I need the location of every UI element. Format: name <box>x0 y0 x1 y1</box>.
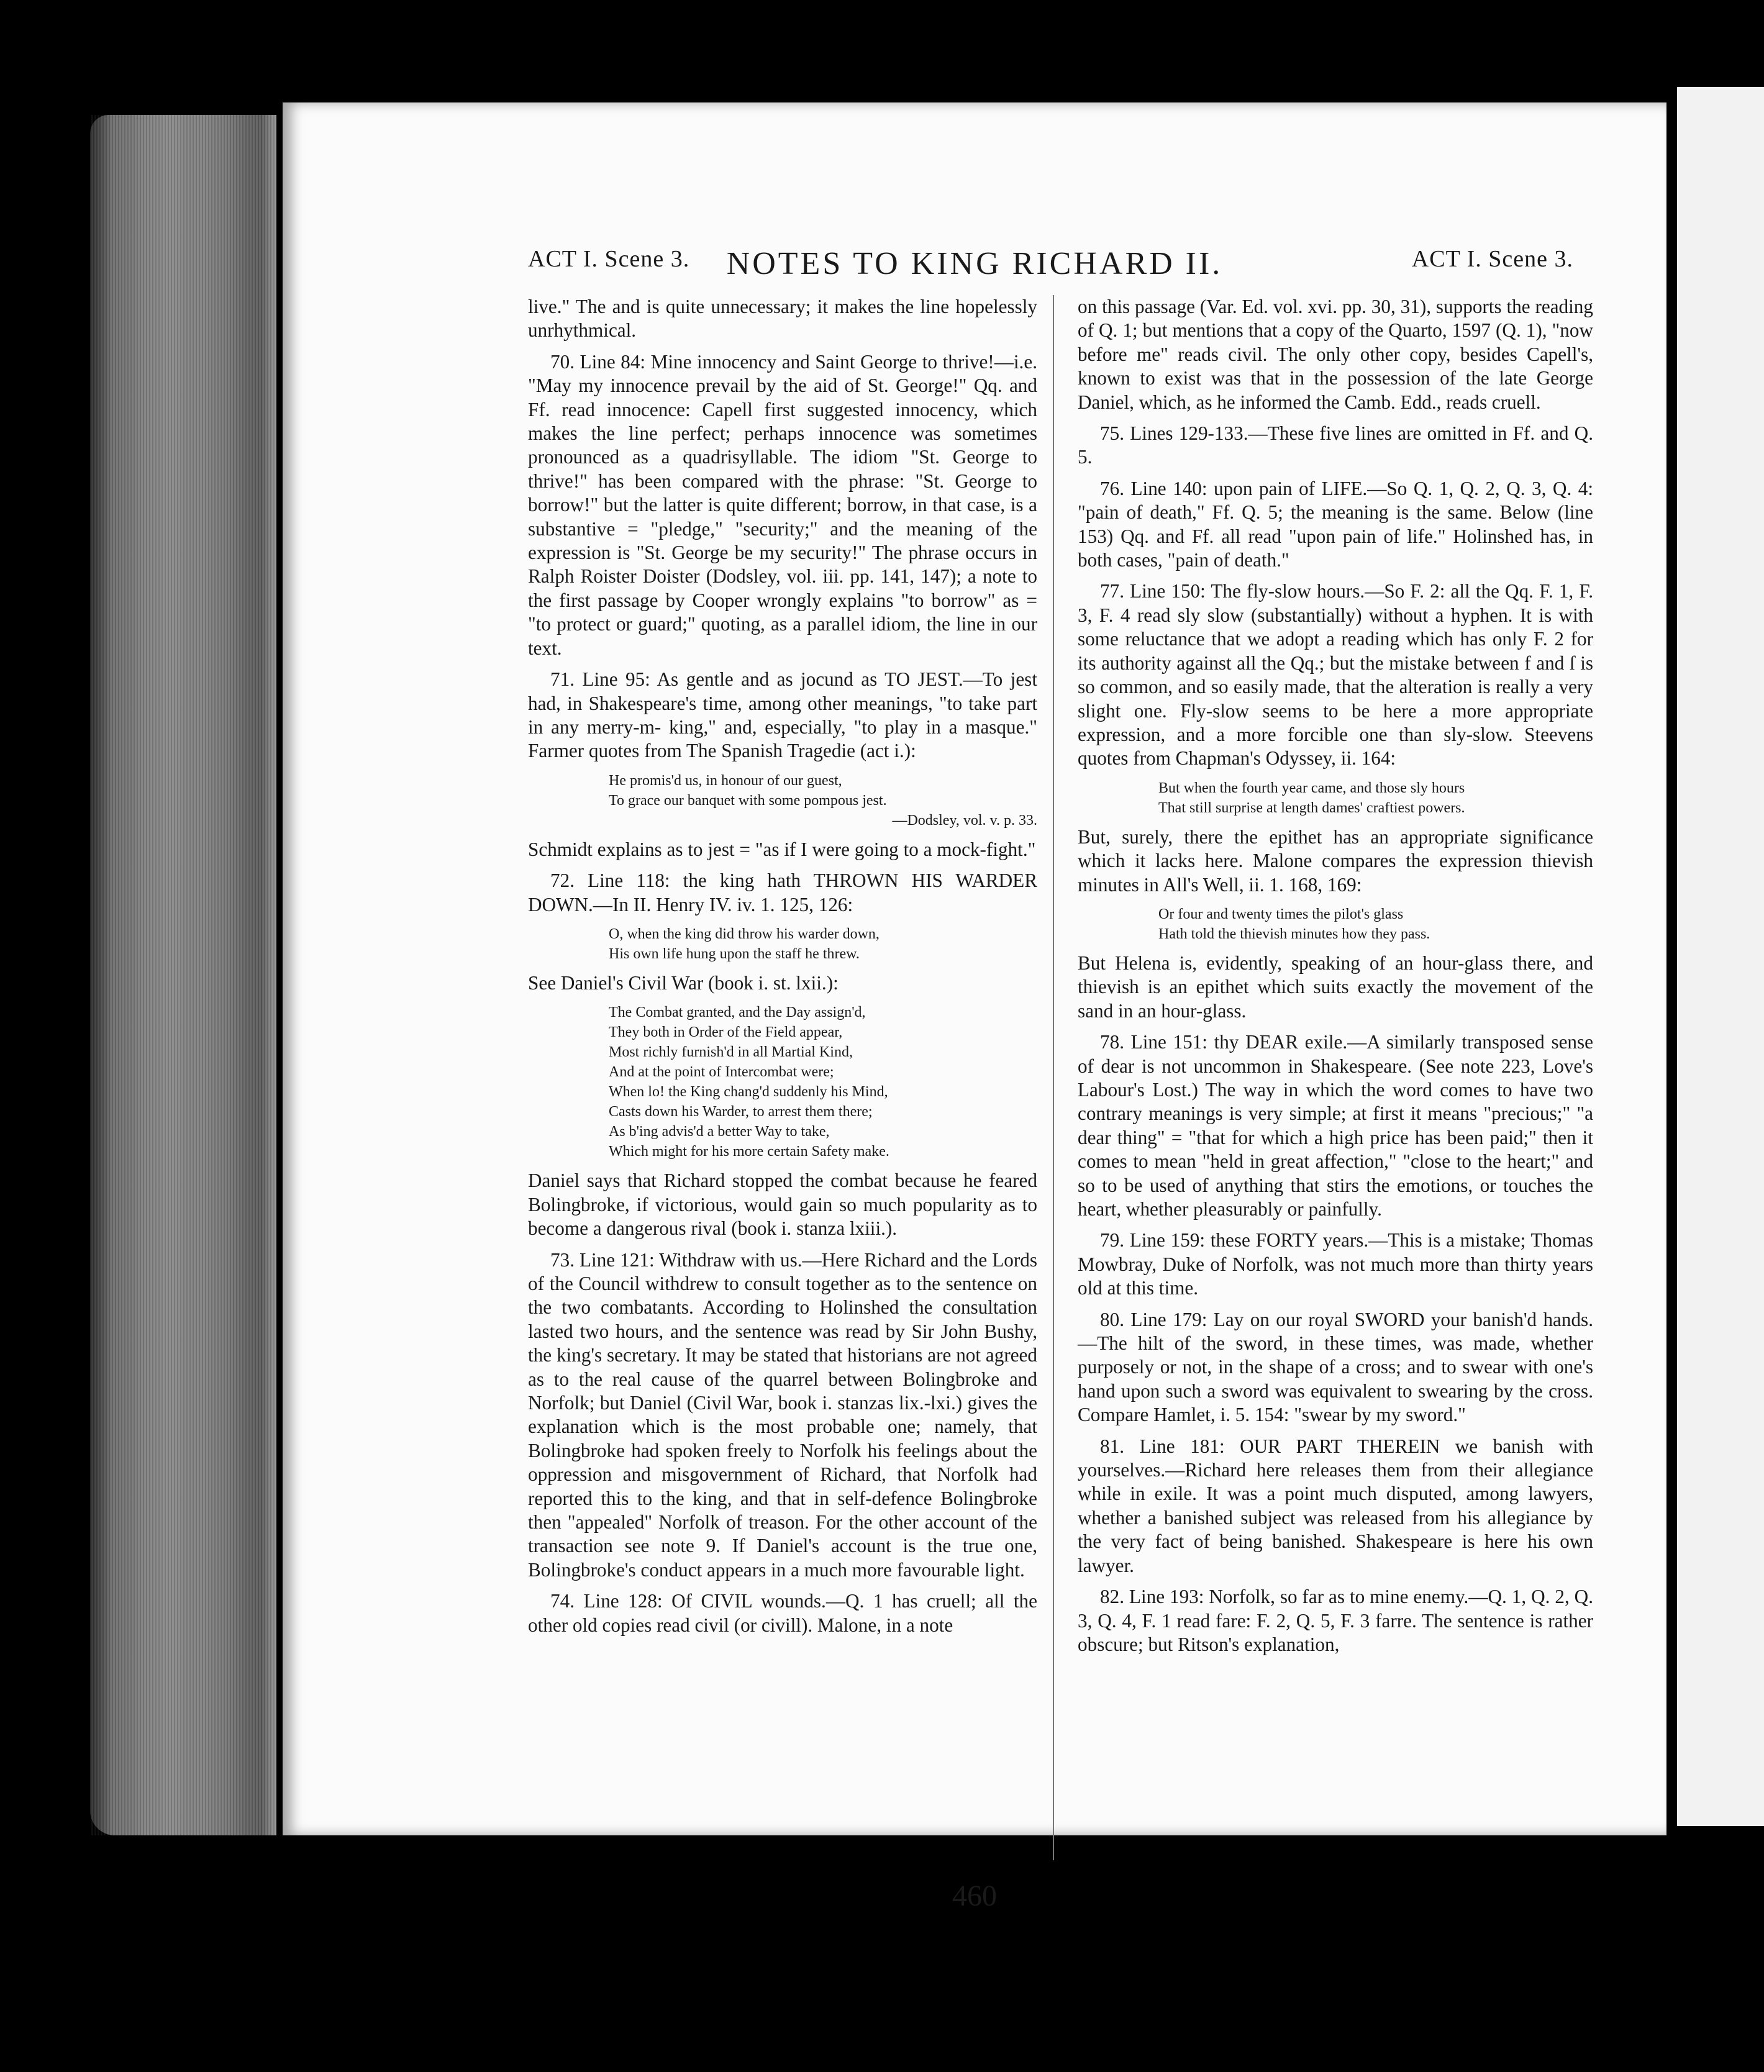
quote-attribution: —Dodsley, vol. v. p. 33. <box>892 812 1037 829</box>
verse-line: His own life hung upon the staff he threw. <box>609 945 860 962</box>
book-page-edges <box>90 115 276 1835</box>
verse-line: But when the fourth year came, and those sly hours <box>1158 779 1465 796</box>
right-column <box>1078 295 1593 1664</box>
verse-line: Which might for his more certain Safety make. <box>609 1143 889 1160</box>
verse-line: Or four and twenty times the pilot's glass <box>1158 906 1404 922</box>
verse-line: When lo! the King chang'd suddenly his Mind, <box>609 1084 888 1101</box>
page-number: 460 <box>952 1879 997 1912</box>
note-77: 77. Line 150: The fly-slow hours.—So F. 2: all the Qq. F. 1, F. 3, F. 4 read sly slow (substantially) without a hyphen. It is with some reluctance that we adopt a reading which has only F. 2 for its authority against all the Qq.; but the mistake between f and ſ is so common, and so easily made, that the alteration is really a very slight one. Fly-slow seems to be here a more appropriate expression, and a more forcible one than sly-slow. Steevens quotes from Chapman's Odyssey, ii. 164: <box>1078 580 1593 770</box>
verse-line: As b'ing advis'd a better Way to take, <box>609 1124 830 1140</box>
verse-line: They both in Order of the Field appear, <box>609 1024 843 1041</box>
note-80: 80. Line 179: Lay on our royal SWORD your banish'd hands.—The hilt of the sword, in these times, was made, whether purposely or not, in the shape of a cross; and to swear with one's hand upon such a sword was equivalent to swearing by the cross. Compare Hamlet, i. 5. 154: "swear by my sword." <box>1078 1308 1593 1426</box>
note-79: 79. Line 159: these FORTY years.—This is a mistake; Thomas Mowbray, Duke of Norfolk, was not much more than thirty years old at this time. <box>1078 1229 1593 1299</box>
paragraph: But Helena is, evidently, speaking of an hour-glass there, and thievish is an epithet which suits exactly the movement of the sand in an hour-glass. <box>1078 952 1593 1022</box>
verse-line: That still surprise at length dames' craftiest powers. <box>1158 799 1465 816</box>
running-head-right: ACT I. Scene 3. <box>1411 246 1573 272</box>
verse-quote <box>609 924 1037 964</box>
paragraph: Schmidt explains as to jest = "as if I were going to a mock-fight." <box>528 838 1036 860</box>
verse-line: To grace our banquet with some pompous jest. <box>609 792 887 809</box>
column-rule <box>1053 295 1054 1860</box>
verse-quote <box>1158 904 1593 944</box>
verse-line: O, when the king did throw his warder down, <box>609 925 880 942</box>
paragraph: See Daniel's Civil War (book i. st. lxii.): <box>528 971 839 994</box>
note-81: 81. Line 181: OUR PART THEREIN we banish with yourselves.—Richard here releases them from their allegiance while in exile. It was a point much disputed, among lawyers, whether a banished subject was released from his allegiance by the very fact of being banished. Shakespeare is here his own lawyer. <box>1078 1435 1593 1576</box>
paragraph: Daniel says that Richard stopped the combat because he feared Bolingbroke, if victorious, would gain so much popularity as to become a dangerous rival (book i. stanza lxiii.). <box>528 1170 1037 1240</box>
note-70: 70. Line 84: Mine innocency and Saint George to thrive!—i.e. "May my innocence prevail by the aid of St. George!" Qq. and Ff. read innocence: Capell first suggested innocency, which makes the line perfect; perhaps innocence was sometimes pronounced as a quadrisyllable. The idiom "St. George to thrive!" has been compared with the phrase: "St. George to borrow!" but the latter is quite different; borrow, in that case, is a substantive = "pledge," "security;" and the meaning of the expression is "St. George be my security!" The phrase occurs in Ralph Roister Doister (Dodsley, vol. iii. pp. 141, 147); a note to the first passage by Cooper wrongly explains "to borrow" as = "to protect or guard;" quoting, as a parallel idiom, the line in our text. <box>528 350 1037 659</box>
note-73: 73. Line 121: Withdraw with us.—Here Richard and the Lords of the Council withdrew to consult together as to the sentence on the two combatants. According to Holinshed the consultation lasted two hours, and the sentence was read by Sir John Bushy, the king's secretary. It may be stated that historians are not agreed as to the real cause of the quarrel between Bolingbroke and Norfolk; but Daniel (Civil War, book i. stanzas lix.-lxi.) gives the explanation which is the most probable one; namely, that Bolingbroke had spoken freely to Norfolk his feelings about the oppression and misgovernment of Richard, that Norfolk had reported this to the king, and that in self-defence Bolingbroke then "appealed" Norfolk of treason. For the other account of the transaction see note 9. If Daniel's account is the true one, Bolingbroke's conduct appears in a much more favourable light. <box>528 1248 1037 1581</box>
verse-line: Most richly furnish'd in all Martial Kind, <box>609 1044 853 1061</box>
verse-quote <box>609 771 1037 830</box>
paragraph: live." The and is quite unnecessary; it makes the line hopelessly unrhythmical. <box>528 296 1037 342</box>
running-title: NOTES TO KING RICHARD II. <box>726 246 1223 281</box>
facing-page-edge <box>1677 87 1764 1826</box>
verse-line: The Combat granted, and the Day assign'd, <box>609 1004 866 1021</box>
note-75: 75. Lines 129-133.—These five lines are omitted in Ff. and Q. 5. <box>1078 422 1593 468</box>
note-76: 76. Line 140: upon pain of LIFE.—So Q. 1, Q. 2, Q. 3, Q. 4: "pain of death," Ff. Q. 5; the meaning is the same. Below (line 153) Qq. and Ff. all read "upon pain of life." Holinshed has, in both cases, "pain of death." <box>1078 477 1593 571</box>
verse-line: He promis'd us, in honour of our guest, <box>609 772 842 789</box>
note-82: 82. Line 193: Norfolk, so far as to mine enemy.—Q. 1, Q. 2, Q. 3, Q. 4, F. 1 read fare: F. 2, Q. 5, F. 3 farre. The sentence is rather obscure; but Ritson's explanation, <box>1078 1586 1593 1655</box>
verse-line: And at the point of Intercombat were; <box>609 1064 834 1081</box>
running-head-left: ACT I. Scene 3. <box>528 246 690 272</box>
verse-quote <box>609 1002 1037 1161</box>
left-column <box>528 295 1037 1645</box>
note-72: 72. Line 118: the king hath THROWN HIS WARDER DOWN.—In II. Henry IV. iv. 1. 125, 126: <box>528 870 1037 916</box>
note-78: 78. Line 151: thy DEAR exile.—A similarly transposed sense of dear is not uncommon in Shakespeare. (See note 223, Love's Labour's Lost.) The way in which the word comes to have two contrary meanings is very simple; at first it means "precious;" "a dear thing" = "that for which a high price has been paid;" then it comes to mean "held in great affection," "close to the heart;" and so to be used of anything that stirs the emotions, or touches the heart, whether pleasurably or painfully. <box>1078 1031 1593 1220</box>
verse-quote <box>1158 778 1593 818</box>
verse-line: Hath told the thievish minutes how they pass. <box>1158 925 1430 942</box>
note-71: 71. Line 95: As gentle and as jocund as TO JEST.—To jest had, in Shakespeare's time, among other meanings, "to take part in any merry-m- king," and, especially, "to play in a masque." Farmer quotes from The Spanish Tragedie (act i.): <box>528 668 1037 762</box>
paragraph: on this passage (Var. Ed. vol. xvi. pp. 30, 31), supports the reading of Q. 1; but mentions that a copy of the Quarto, 1597 (Q. 1), "now before me" reads civil. The only other copy, besides Capell's, known to exist was that in the possession of the late George Daniel, which, as he informed the Camb. Edd., reads cruell. <box>1078 296 1593 413</box>
verse-line: Casts down his Warder, to arrest them there; <box>609 1104 873 1120</box>
book-page <box>283 102 1666 1912</box>
paragraph: But, surely, there the epithet has an appropriate significance which it lacks here. Malone compares the expression thievish minutes in All's Well, ii. 1. 168, 169: <box>1078 825 1593 896</box>
note-74: 74. Line 128: Of CIVIL wounds.—Q. 1 has cruell; all the other old copies read civil (or civill). Malone, in a note <box>528 1590 1037 1636</box>
